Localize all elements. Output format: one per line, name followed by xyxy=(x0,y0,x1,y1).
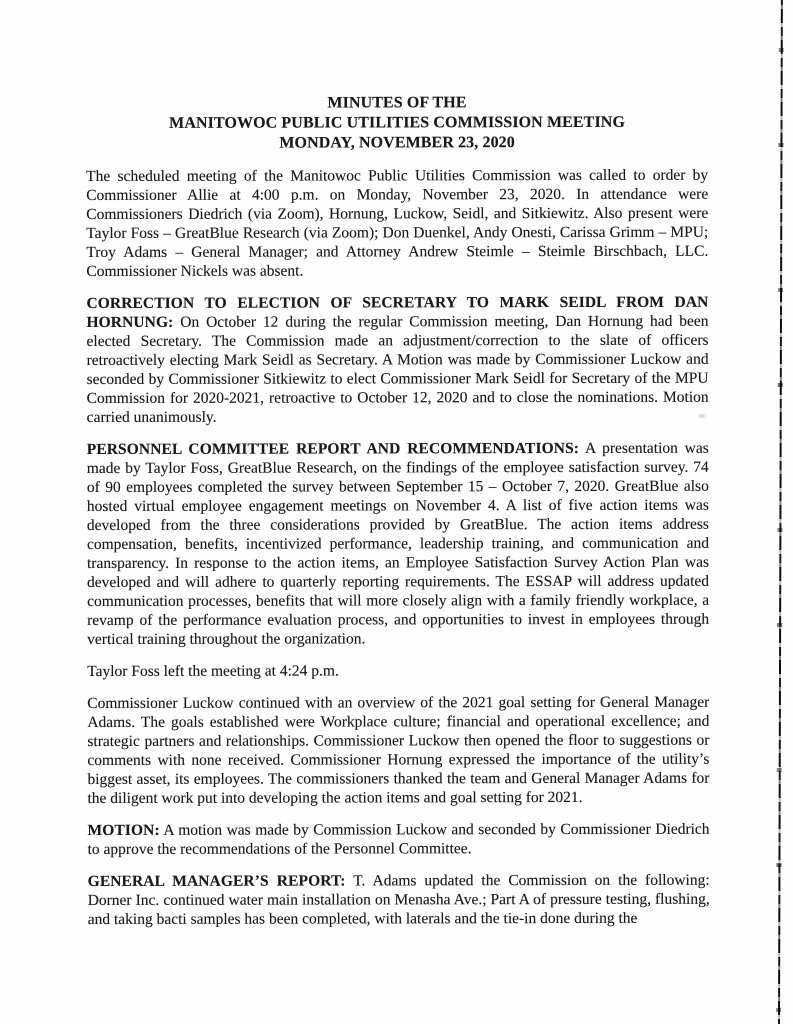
section-correction-to-election xyxy=(86,293,708,427)
section-personnel-committee-report xyxy=(87,439,709,649)
paragraph-taylor-foss-left xyxy=(87,661,709,681)
paragraph-text: T. Adams updated the Commission on the following: Dorner Inc. continued water main installation on Menasha Ave.; Part A of pressure testing, flushing, and taking bacti samples has been completed, with laterals and the tie-in done during the xyxy=(87,871,710,928)
title-line-date: MONDAY, NOVEMBER 23, 2020 xyxy=(279,134,515,152)
document-title xyxy=(86,93,708,154)
section-heading: MOTION: xyxy=(87,821,160,839)
paragraph-text: A motion was made by Commission Luckow and seconded by Commissioner Diedrich to approve the recommendations of the Personnel Committee. xyxy=(87,820,710,858)
title-line-minutes: MINUTES OF THE xyxy=(327,94,467,112)
paragraph-call-to-order xyxy=(86,166,708,281)
paragraph-text: Taylor Foss left the meeting at 4:24 p.m. xyxy=(87,662,339,680)
section-motion xyxy=(88,820,710,859)
paragraph-goal-setting xyxy=(87,693,709,808)
document-content xyxy=(86,93,710,929)
scan-smudge-mark xyxy=(697,413,707,419)
section-heading: CORRECTION TO ELECTION OF SECRETARY TO MARK SEIDL FROM DAN HORNUNG: xyxy=(86,293,709,331)
paragraph-text: The scheduled meeting of the Manitowoc Public Utilities Commission was called to order by Commissioner Allie at 4:00 p.m. on Monday, November 23, 2020. In attendance were Commissioners Diedrich (via Zoom), Hornung, Luckow, Seidl, and Sitkiewitz. Also present were Taylor Foss – GreatBlue Research (via Zoom); Don Duenkel, Andy Onesti, Carissa Grimm – MPU; Troy Adams – General Manager; and Attorney Andrew Steimle – Steimle Birschbach, LLC. Commissioner Nickels was absent. xyxy=(86,166,709,280)
scan-artifact-line xyxy=(778,0,783,1024)
paragraph-text: Commissioner Luckow continued with an overview of the 2021 goal setting for General Manager Adams. The goals established were Workplace culture; financial and operational excellence; and strategic partners and relationships. Commissioner Luckow then opened the floor to suggestions or comments with none received. Commissioner Hornung expressed the importance of the utility’s biggest asset, its employees. The commissioners thanked the team and General Manager Adams for the diligent work put into developing the action items and goal setting for 2021. xyxy=(87,693,710,807)
paragraph-text: On October 12 during the regular Commission meeting, Dan Hornung had been elected Secretary. The Commission made an adjustment/correction to the slate of officers retroactively electing Mark Seidl as Secretary. A Motion was made by Commissioner Luckow and seconded by Commissioner Sitkiewitz to elect Commissioner Mark Seidl for Secretary of the MPU Commission for 2020-2021, retroactive to October 12, 2020 and to close the nominations. Motion carried unanimously. xyxy=(86,312,709,426)
paragraph-text: A presentation was made by Taylor Foss, GreatBlue Research, on the findings of the employee satisfaction survey. 74 of 90 employees completed the survey between September 15 – October 7, 2020. GreatBlue also hosted virtual employee engagement meetings on November 4. A list of five action items was developed from the three considerations provided by GreatBlue. The action items address compensation, benefits, incentivized performance, leadership training, and communication and transparency. In response to the action items, an Employee Satisfaction Survey Action Plan was developed and will adhere to quarterly reporting requirements. The ESSAP will address updated communication processes, benefits that will more closely align with a family friendly workplace, a revamp of the performance evaluation process, and opportunities to invest in employees through vertical training throughout the organization. xyxy=(86,439,710,648)
section-heading: GENERAL MANAGER’S REPORT: xyxy=(87,872,346,890)
section-heading: PERSONNEL COMMITTEE REPORT AND RECOMMENDATIONS: xyxy=(86,439,580,458)
title-line-commission: MANITOWOC PUBLIC UTILITIES COMMISSION MEETING xyxy=(169,113,626,132)
section-general-managers-report xyxy=(88,871,710,929)
